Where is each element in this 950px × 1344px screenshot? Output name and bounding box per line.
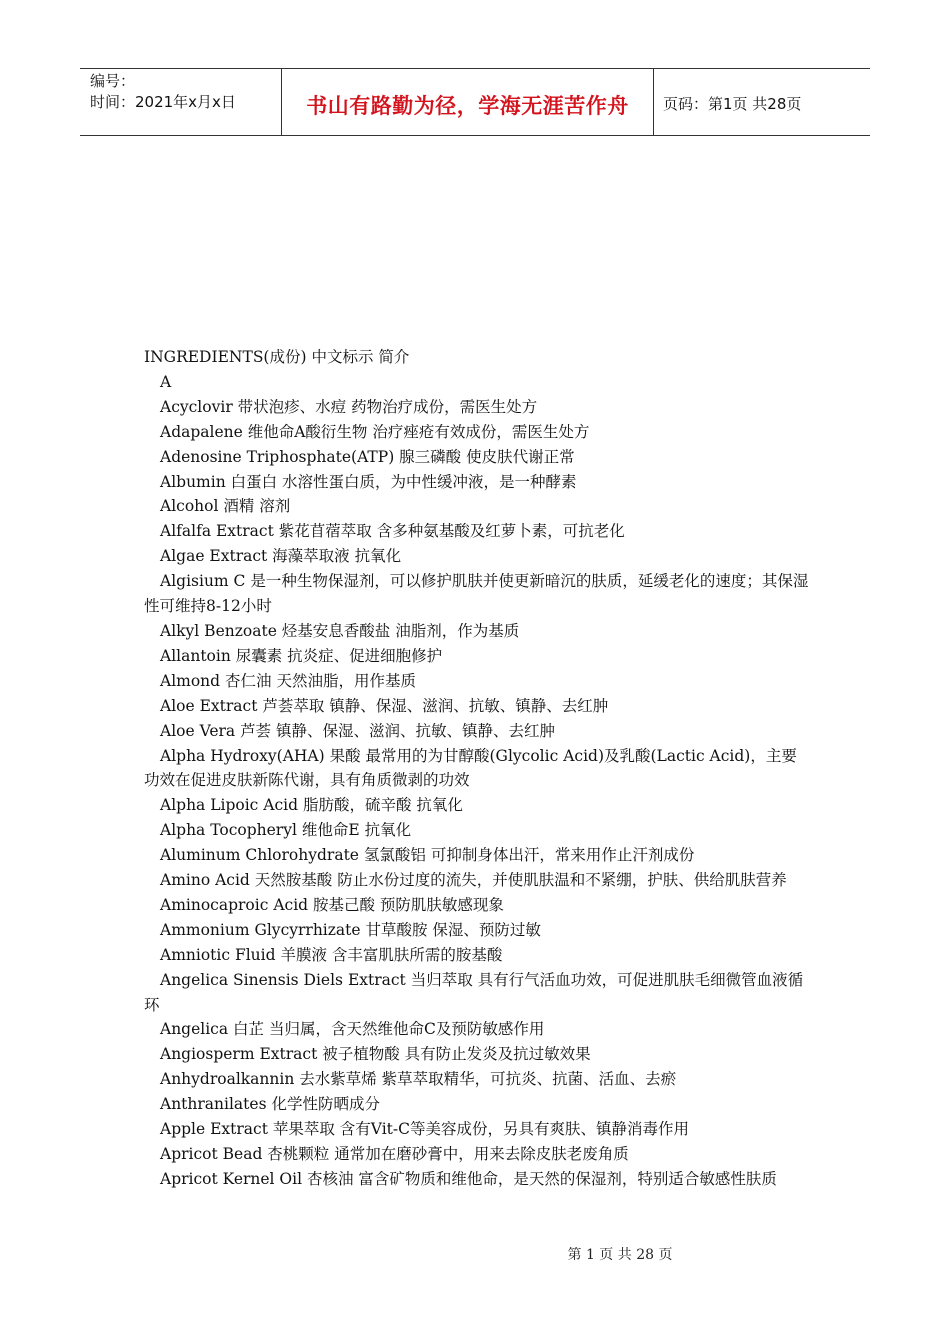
header-motto: 书山有路勤为径，学海无涯苦作舟 bbox=[282, 69, 654, 135]
ingredient-entry: Apricot Kernel Oil 杏核油 富含矿物质和维他命，是天然的保湿剂，特别适合敏感性肤质 bbox=[160, 1169, 777, 1188]
ingredient-entry: Anthranilates 化学性防晒成分 bbox=[160, 1095, 380, 1114]
ingredient-list bbox=[144, 395, 812, 1192]
ingredient-entry: Aloe Extract 芦荟萃取 镇静、保湿、滋润、抗敏、镇静、去红肿 bbox=[160, 696, 609, 715]
ingredient-entry: Angelica 白芷 当归属，含天然维他命C及预防敏感作用 bbox=[160, 1020, 545, 1039]
document-date: 时间：2021年x月x日 bbox=[90, 93, 236, 111]
ingredient-entry: Amino Acid 天然胺基酸 防止水份过度的流失，并使肌肤温和不紧绷，护肤、供给肌肤营养 bbox=[160, 871, 787, 890]
ingredient-entry: Algisium C 是一种生物保湿剂，可以修护肌肤并使更新暗沉的肤质，延缓老化的速度；其保湿性可维持8-12小时 bbox=[144, 572, 809, 616]
ingredient-entry: Aluminum Chlorohydrate 氢氯酸铝 可抑制身体出汗，常来用作止汗剂成份 bbox=[160, 846, 695, 865]
header-page-info: 页码：第1页 共28页 bbox=[663, 94, 802, 113]
ingredient-entry: Aloe Vera 芦荟 镇静、保湿、滋润、抗敏、镇静、去红肿 bbox=[160, 721, 556, 740]
ingredient-entry: Ammonium Glycyrrhizate 甘草酸胺 保湿、预防过敏 bbox=[160, 920, 541, 939]
ingredient-entry: Acyclovir 带状泡疹、水痘 药物治疗成份，需医生处方 bbox=[160, 397, 538, 416]
ingredient-entry: Allantoin 尿囊素 抗炎症、促进细胞修护 bbox=[160, 646, 443, 665]
ingredient-entry: Algae Extract 海藻萃取液 抗氧化 bbox=[160, 547, 402, 566]
ingredient-entry: Alkyl Benzoate 烃基安息香酸盐 油脂剂，作为基质 bbox=[160, 621, 520, 640]
ingredient-entry: Alfalfa Extract 紫花苜蓿萃取 含多种氨基酸及红萝卜素，可抗老化 bbox=[160, 522, 625, 541]
page-footer: 第 1 页 共 28 页 bbox=[567, 1247, 673, 1263]
section-letter: A bbox=[160, 372, 172, 391]
ingredient-entry: Anhydroalkannin 去水紫草烯 紫草萃取精华，可抗炎、抗菌、活血、去瘀 bbox=[160, 1070, 677, 1089]
ingredient-entry: Albumin 白蛋白 水溶性蛋白质，为中性缓冲液，是一种酵素 bbox=[160, 472, 577, 491]
ingredient-entry: Angiosperm Extract 被子植物酸 具有防止发炎及抗过敏效果 bbox=[160, 1045, 591, 1064]
ingredient-entry: Apple Extract 苹果萃取 含有Vit-C等美容成份，另具有爽肤、镇静消毒作用 bbox=[160, 1120, 689, 1139]
ingredients-heading: INGREDIENTS(成份) 中文标示 简介 bbox=[144, 348, 410, 366]
ingredient-entry: Angelica Sinensis Diels Extract 当归萃取 具有行气活血功效，可促进肌肤毛细微管血液循环 bbox=[144, 970, 804, 1014]
ingredient-entry: Aminocaproic Acid 胺基己酸 预防肌肤敏感现象 bbox=[160, 895, 504, 914]
ingredient-entry: Alpha Hydroxy(AHA) 果酸 最常用的为甘醇酸(Glycolic Acid)及乳酸(Lactic Acid)，主要功效在促进皮肤新陈代谢，具有角质微剥的功效 bbox=[144, 746, 797, 790]
ingredient-entry: Alcohol 酒精 溶剂 bbox=[160, 497, 291, 516]
ingredient-entry: Amniotic Fluid 羊膜液 含丰富肌肤所需的胺基酸 bbox=[160, 945, 503, 964]
ingredient-entry: Almond 杏仁油 天然油脂，用作基质 bbox=[160, 671, 416, 690]
ingredient-entry: Adenosine Triphosphate(ATP) 腺三磷酸 使皮肤代谢正常 bbox=[160, 447, 575, 466]
document-body bbox=[144, 345, 812, 1192]
header-meta-cell bbox=[80, 69, 282, 135]
ingredient-entry: Adapalene 维他命A酸衍生物 治疗痤疮有效成份，需医生处方 bbox=[160, 422, 590, 441]
document-number-label: 编号： bbox=[90, 72, 136, 90]
ingredient-entry: Alpha Tocopheryl 维他命E 抗氧化 bbox=[160, 821, 412, 840]
ingredient-entry: Apricot Bead 杏桃颗粒 通常加在磨砂膏中，用来去除皮肤老废角质 bbox=[160, 1145, 629, 1163]
ingredient-entry: Alpha Lipoic Acid 脂肪酸，硫辛酸 抗氧化 bbox=[160, 796, 463, 815]
document-header bbox=[80, 68, 870, 136]
